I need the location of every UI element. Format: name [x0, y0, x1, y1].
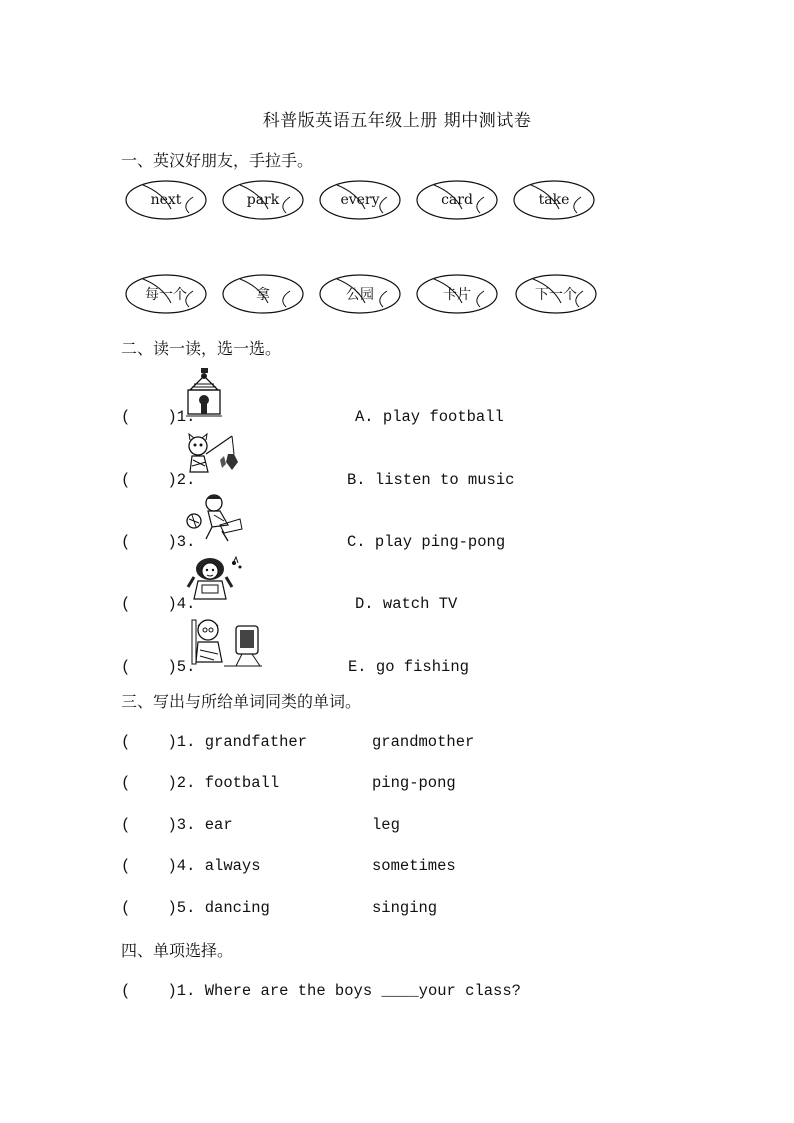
match-option: E. go fishing: [348, 658, 469, 676]
match-item-label: ( )3.: [121, 533, 196, 551]
house-icon: [184, 366, 224, 424]
match-item-label: ( )5.: [121, 658, 196, 676]
section2-heading: 二、读一读，选一选。: [121, 339, 282, 358]
boy-ball-icon: [184, 493, 246, 545]
page-title: 科普版英语五年级上册 期中测试卷: [262, 111, 532, 131]
category-answer: leg: [372, 816, 400, 834]
oval-word: every: [340, 192, 380, 208]
word-oval-na[interactable]: [222, 273, 304, 315]
word-oval-card[interactable]: [416, 179, 498, 221]
category-answer: grandmother: [372, 733, 475, 751]
word-oval-next[interactable]: [125, 179, 207, 221]
word-oval-every[interactable]: [319, 179, 401, 221]
oval-word: 拿: [256, 287, 270, 303]
category-answer: singing: [372, 899, 438, 917]
oval-word: 公园: [346, 287, 374, 303]
oval-word: card: [441, 192, 473, 208]
match-option: D. watch TV: [355, 595, 458, 613]
category-item: ( )4. always: [121, 857, 261, 875]
oval-word: park: [246, 192, 280, 208]
section3-heading: 三、写出与所给单词同类的单词。: [121, 692, 362, 711]
cat-fishing-icon: [184, 432, 242, 482]
word-oval-xiayige[interactable]: [515, 273, 597, 315]
match-option: B. listen to music: [347, 471, 515, 489]
match-option: A. play football: [355, 408, 504, 426]
word-oval-kapian[interactable]: [416, 273, 498, 315]
word-oval-park[interactable]: [222, 179, 304, 221]
match-item-label: ( )1.: [121, 408, 196, 426]
oval-word: 下一个: [535, 287, 577, 303]
word-oval-take[interactable]: [513, 179, 595, 221]
choice-question: ( )1. Where are the boys ____your class?: [121, 982, 521, 1000]
category-answer: ping-pong: [372, 774, 456, 792]
word-oval-gongyuan[interactable]: [319, 273, 401, 315]
section1-heading: 一、英汉好朋友，手拉手。: [121, 151, 314, 170]
oval-word: 卡片: [443, 287, 471, 303]
oval-word: next: [150, 192, 182, 208]
oval-word: take: [538, 192, 570, 208]
category-answer: sometimes: [372, 857, 456, 875]
word-oval-meiyige[interactable]: [125, 273, 207, 315]
category-item: ( )1. grandfather: [121, 733, 308, 751]
category-item: ( )2. football: [121, 774, 280, 792]
match-item-label: ( )2.: [121, 471, 196, 489]
category-item: ( )3. ear: [121, 816, 233, 834]
girl-music-icon: [184, 555, 246, 607]
section4-heading: 四、单项选择。: [121, 941, 234, 960]
oval-word: 每一个: [145, 287, 187, 303]
match-option: C. play ping-pong: [347, 533, 506, 551]
tv-watching-icon: [184, 616, 266, 672]
match-item-label: ( )4.: [121, 595, 196, 613]
category-item: ( )5. dancing: [121, 899, 270, 917]
